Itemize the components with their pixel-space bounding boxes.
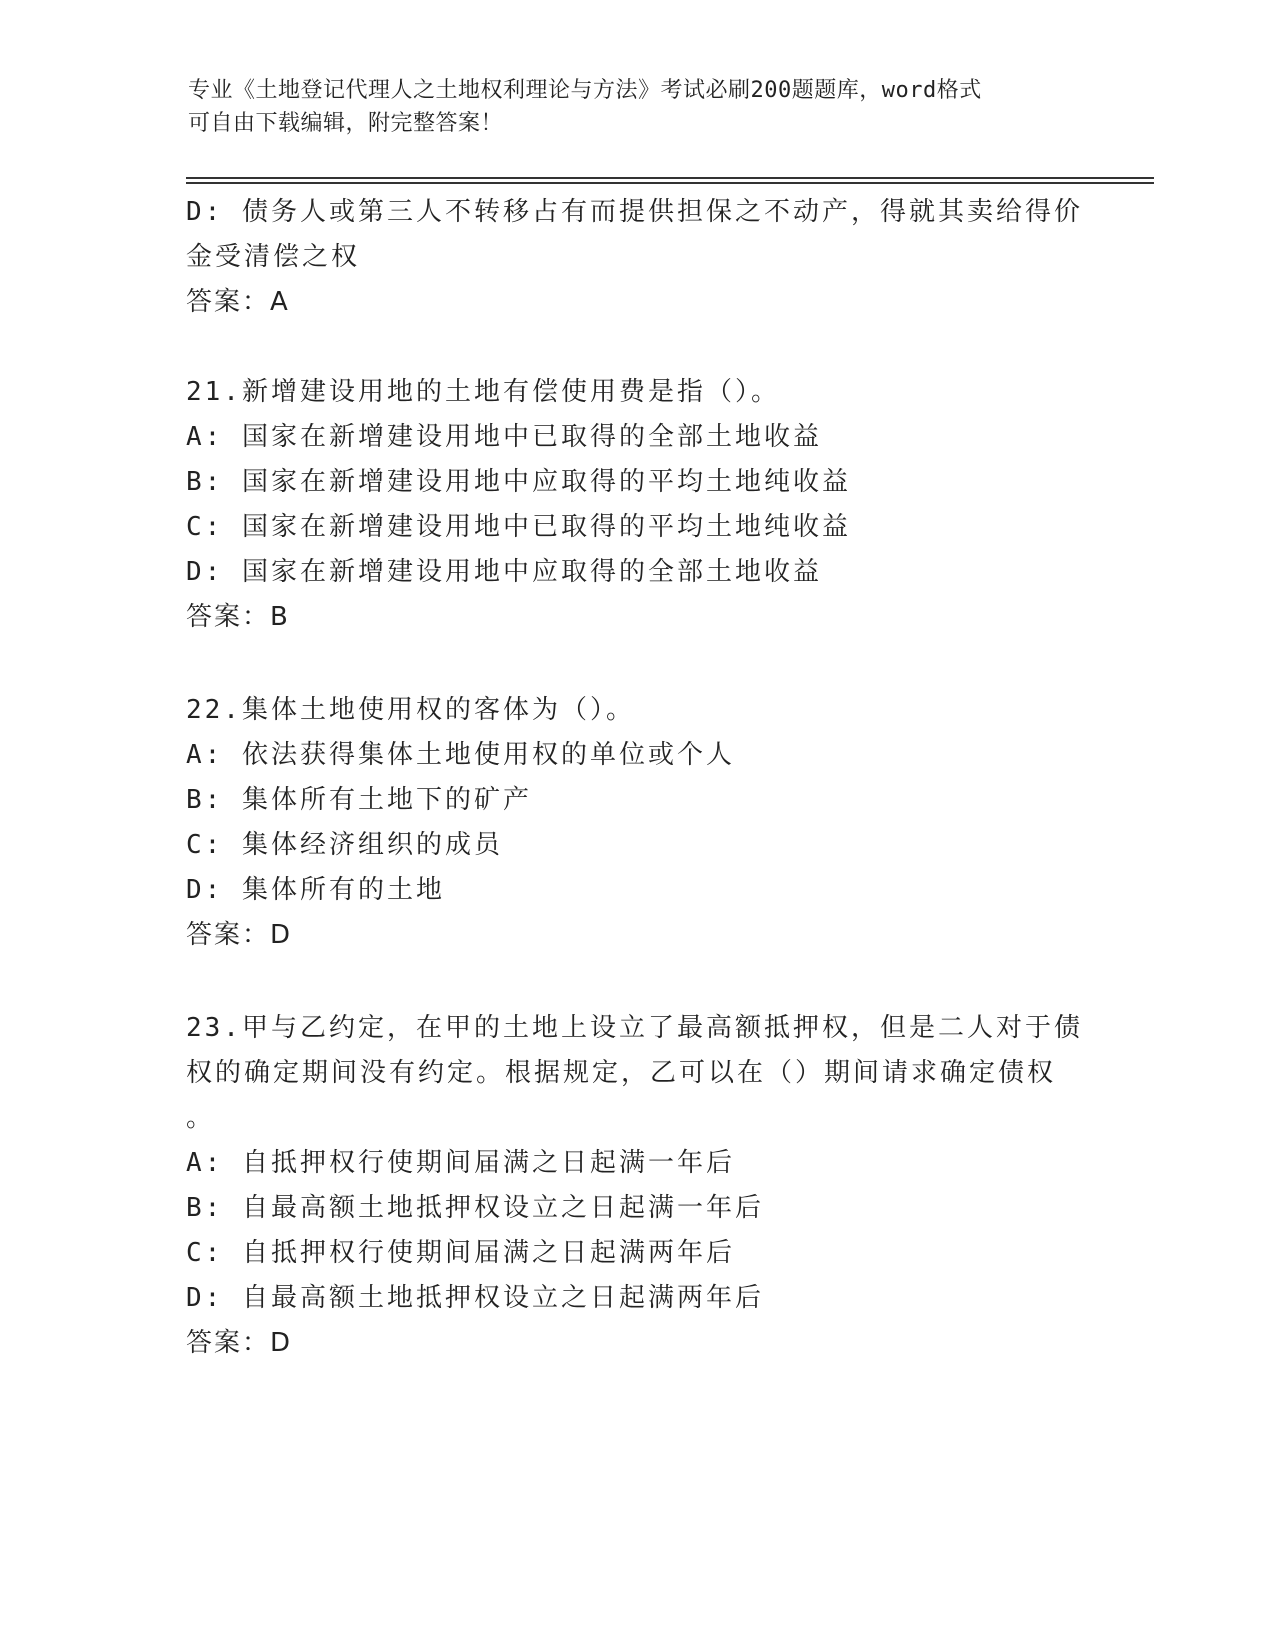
option-a: A: 国家在新增建设用地中已取得的全部土地收益 [186, 422, 822, 452]
question-22 [186, 688, 1086, 958]
option-a: A: 依法获得集体土地使用权的单位或个人 [186, 740, 735, 770]
question-23 [186, 1006, 1086, 1366]
header-divider-top [186, 177, 1154, 179]
option-c: C: 自抵押权行使期间届满之日起满两年后 [186, 1238, 735, 1268]
spacer [186, 958, 1086, 1006]
option-a: A: 自抵押权行使期间届满之日起满一年后 [186, 1148, 735, 1178]
question-20-tail [186, 190, 1086, 325]
document-header [188, 74, 1088, 140]
option-b: B: 集体所有土地下的矿产 [186, 785, 532, 815]
question-stem-line-1: 23.甲与乙约定，在甲的土地上设立了最高额抵押权，但是二人对于债 [186, 1013, 1083, 1043]
question-21 [186, 370, 1086, 640]
question-stem: 21.新增建设用地的土地有偿使用费是指（）。 [186, 377, 780, 407]
option-d-line-2: 金受清偿之权 [186, 242, 361, 272]
answer-label: 答案：D [186, 920, 293, 950]
option-c: C: 集体经济组织的成员 [186, 830, 503, 860]
question-stem: 22.集体土地使用权的客体为（）。 [186, 695, 635, 725]
header-divider-bottom [186, 182, 1154, 184]
spacer [186, 325, 1086, 370]
question-stem-line-2: 权的确定期间没有约定。根据规定，乙可以在（）期间请求确定债权 [186, 1058, 1057, 1088]
option-d: D: 集体所有的土地 [186, 875, 445, 905]
question-stem-line-3: 。 [186, 1103, 216, 1133]
header-title-line-2: 可自由下载编辑，附完整答案！ [188, 111, 504, 136]
header-title-line-1: 专业《土地登记代理人之土地权利理论与方法》考试必刷200题题库，word格式 [188, 78, 982, 103]
option-b: B: 自最高额土地抵押权设立之日起满一年后 [186, 1193, 764, 1223]
answer-label: 答案：A [186, 287, 290, 317]
option-d: D: 国家在新增建设用地中应取得的全部土地收益 [186, 557, 822, 587]
option-b: B: 国家在新增建设用地中应取得的平均土地纯收益 [186, 467, 851, 497]
option-d-line-1: D: 债务人或第三人不转移占有而提供担保之不动产，得就其卖给得价 [186, 197, 1083, 227]
answer-label: 答案：D [186, 1328, 293, 1358]
option-d: D: 自最高额土地抵押权设立之日起满两年后 [186, 1283, 764, 1313]
answer-label: 答案：B [186, 602, 290, 632]
spacer [186, 640, 1086, 688]
question-list [186, 190, 1086, 1366]
option-c: C: 国家在新增建设用地中已取得的平均土地纯收益 [186, 512, 851, 542]
